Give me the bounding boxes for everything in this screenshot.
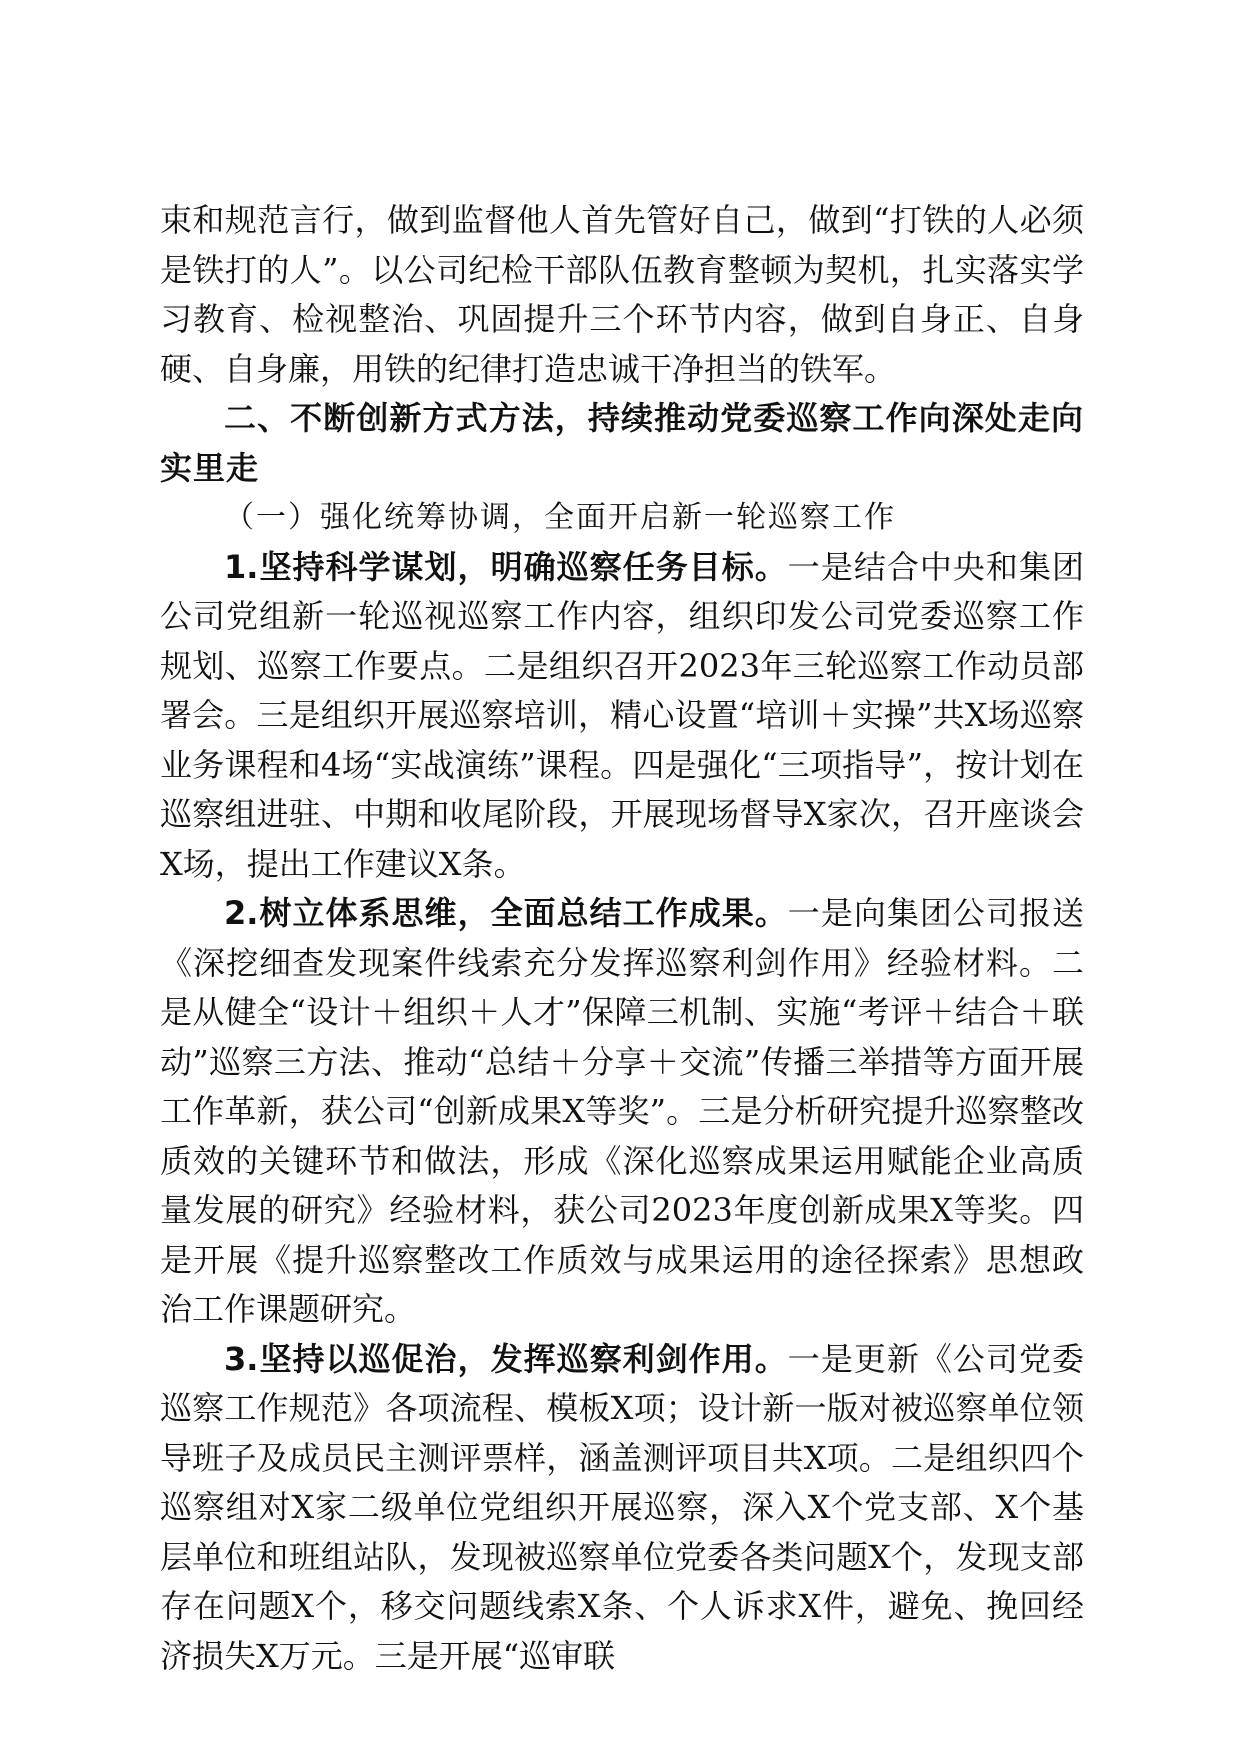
section-2-heading: 二、不断创新方式方法，持续推动党委巡察工作向深处走向实里走 xyxy=(160,399,1084,487)
item-text-1: 一是结合中央和集团公司党组新一轮巡视巡察工作内容，组织印发公司党委巡察工作规划、巡察工作要点。二是组织召开2023年三轮巡察工作动员部署会。三是组织开展巡察培训，精心设置“培训＋实操”共X场巡察业务课程和4场“实战演练”课程。四是强化“三项指导”，按计划在巡察组进驻、中期和收尾阶段，开展现场督导X家次，召开座谈会X场，提出工作建议X条。 xyxy=(160,547,1084,883)
document-page xyxy=(160,196,1084,1681)
item-lead-2: 2.树立体系思维，全面总结工作成果。 xyxy=(224,894,788,932)
item-text-3: 一是更新《公司党委巡察工作规范》各项流程、模板X项；设计新一版对被巡察单位领导班子及成员民主测评票样，涵盖测评项目共X项。二是组织四个巡察组对X家二级单位党组织开展巡察，深入X个党支部、X个基层单位和班组站队，发现被巡察单位党委各类问题X个，发现支部存在问题X个，移交问题线索X条、个人诉求X件，避免、挽回经济损失X万元。三是开展“巡审联 xyxy=(160,1339,1084,1675)
item-lead-3: 3.坚持以巡促治，发挥巡察利剑作用。 xyxy=(224,1339,788,1378)
subsection-1-heading: （一）强化统筹协调，全面开启新一轮巡察工作 xyxy=(224,500,896,535)
item-lead-1: 1.坚持科学谋划，明确巡察任务目标。 xyxy=(224,547,788,586)
item-paragraph-1 xyxy=(160,543,1084,890)
item-text-2: 一是向集团公司报送《深挖细查发现案件线索充分发挥巡察利剑作用》经验材料。二是从健全“设计＋组织＋人才”保障三机制、实施“考评＋结合＋联动”巡察三方法、推动“总结＋分享＋交流”传播三举措等方面开展工作革新，获公司“创新成果X等奖”。三是分析研究提升巡察整改质效的关键环节和做法，形成《深化巡察成果运用赋能企业高质量发展的研究》经验材料，获公司2023年度创新成果X等奖。四是开展《提升巡察整改工作质效与成果运用的途径探索》思想政治工作课题研究。 xyxy=(160,894,1084,1328)
item-paragraph-3 xyxy=(160,1335,1084,1682)
item-paragraph-2 xyxy=(160,889,1084,1335)
intro-paragraph: 束和规范言行，做到监督他人首先管好自己，做到“打铁的人必须是铁打的人”。以公司纪检干部队伍教育整顿为契机，扎实落实学习教育、检视整治、巩固提升三个环节内容，做到自身正、自身硬、自身廉，用铁的纪律打造忠诚干净担当的铁军。 xyxy=(160,201,1084,388)
